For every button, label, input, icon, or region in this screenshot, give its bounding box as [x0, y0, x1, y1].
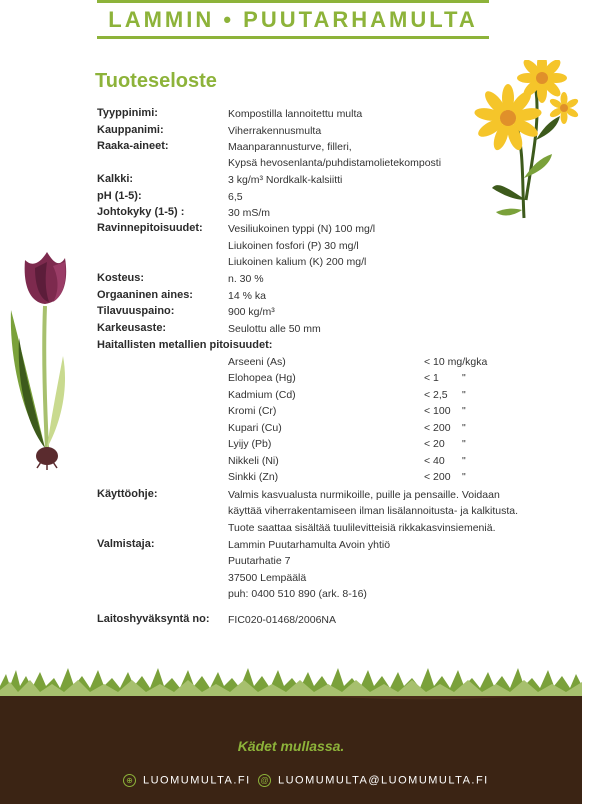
footer-slogan: Kädet mullassa. — [237, 738, 345, 754]
metal-name: Kromi (Cr) — [228, 405, 277, 417]
metal-value: < 1 — [424, 372, 439, 384]
website-text: LUOMUMULTA.FI — [143, 774, 251, 787]
brand-line-bottom — [97, 36, 489, 39]
info-label: pH (1-5): — [97, 190, 142, 202]
metal-value: < 20 — [424, 438, 445, 450]
info-value: 900 kg/m³ — [228, 306, 275, 318]
ditto-mark: " — [462, 438, 466, 450]
ditto-mark: " — [462, 455, 466, 467]
flower-illustration — [470, 60, 582, 222]
info-label: Kosteus: — [97, 272, 145, 284]
metal-name: Arseeni (As) — [228, 356, 286, 368]
usage-line: Tuote saattaa sisältää tuulilevitteisiä rikkakasvinsiemeniä. — [228, 522, 496, 534]
info-label: Tilavuuspaino: — [97, 305, 175, 317]
grass-decoration — [0, 656, 582, 696]
info-label: Ravinnepitoisuudet: — [97, 222, 203, 234]
metal-value: < 10 mg/kgka — [424, 356, 488, 368]
info-value: Viherrakennusmulta — [228, 125, 322, 137]
info-label: Raaka-aineet: — [97, 140, 169, 152]
globe-icon: ⊕ — [123, 774, 136, 787]
metals-label: Haitallisten metallien pitoisuudet: — [97, 339, 273, 351]
ditto-mark: " — [462, 471, 466, 483]
approval-label: Laitoshyväksyntä no: — [97, 613, 210, 625]
metal-value: < 100 — [424, 405, 451, 417]
info-value: Liukoinen kalium (K) 200 mg/l — [228, 256, 367, 268]
usage-line: Valmis kasvualusta nurmikoille, puille ja pensaille. Voidaan — [228, 489, 500, 501]
usage-line: käyttää viherrakentamiseen ilman lisälannoitusta- ja kalkitusta. — [228, 505, 519, 517]
ditto-mark: " — [462, 372, 466, 384]
info-value: n. 30 % — [228, 273, 264, 285]
metal-value: < 200 — [424, 471, 451, 483]
info-value: Kypsä hevosenlanta/puhdistamolietekomposti — [228, 157, 442, 169]
ditto-mark: " — [462, 405, 466, 417]
maker-line: 37500 Lempäälä — [228, 572, 307, 584]
brand-line-top — [97, 0, 489, 3]
info-label: Orgaaninen aines: — [97, 289, 193, 301]
metal-value: < 200 — [424, 422, 451, 434]
info-label: Karkeusaste: — [97, 322, 167, 334]
info-label: Tyyppinimi: — [97, 107, 158, 119]
info-value: Vesiliukoinen typpi (N) 100 mg/l — [228, 223, 376, 235]
metal-name: Kupari (Cu) — [228, 422, 282, 434]
maker-label: Valmistaja: — [97, 538, 155, 550]
metal-value: < 2,5 — [424, 389, 448, 401]
info-value: 3 kg/m³ Nordkalk-kalsiitti — [228, 174, 343, 186]
metal-name: Nikkeli (Ni) — [228, 455, 279, 467]
info-label: Johtokyky (1-5) : — [97, 206, 185, 218]
usage-label: Käyttöohje: — [97, 488, 158, 500]
page-title: Tuoteseloste — [95, 70, 217, 92]
ditto-mark: " — [462, 422, 466, 434]
info-value: Liukoinen fosfori (P) 30 mg/l — [228, 240, 359, 252]
info-value: Kompostilla lannoitettu multa — [228, 108, 363, 120]
info-value: 30 mS/m — [228, 207, 271, 219]
maker-line: puh: 0400 510 890 (ark. 8-16) — [228, 588, 367, 600]
info-value: 14 % ka — [228, 290, 266, 302]
approval-value: FIC020-01468/2006NA — [228, 614, 336, 626]
info-value: Maanparannusturve, filleri, — [228, 141, 352, 153]
email-text: LUOMUMULTA@LUOMUMULTA.FI — [278, 774, 489, 787]
info-value: Seulottu alle 50 mm — [228, 323, 321, 335]
website-link[interactable] — [123, 774, 251, 787]
metal-name: Elohopea (Hg) — [228, 372, 296, 384]
email-link[interactable] — [258, 774, 489, 787]
ditto-mark: " — [462, 389, 466, 401]
metal-name: Lyijy (Pb) — [228, 438, 272, 450]
tulip-illustration — [5, 248, 75, 470]
maker-line: Lammin Puutarhamulta Avoin yhtiö — [228, 539, 391, 551]
info-label: Kauppanimi: — [97, 124, 164, 136]
at-icon: @ — [258, 774, 271, 787]
metal-value: < 40 — [424, 455, 445, 467]
maker-line: Puutarhatie 7 — [228, 555, 291, 567]
info-value: 6,5 — [228, 191, 243, 203]
metal-name: Kadmium (Cd) — [228, 389, 296, 401]
info-label: Kalkki: — [97, 173, 134, 185]
brand-title: LAMMIN • PUUTARHAMULTA — [108, 7, 478, 32]
metal-name: Sinkki (Zn) — [228, 471, 279, 483]
